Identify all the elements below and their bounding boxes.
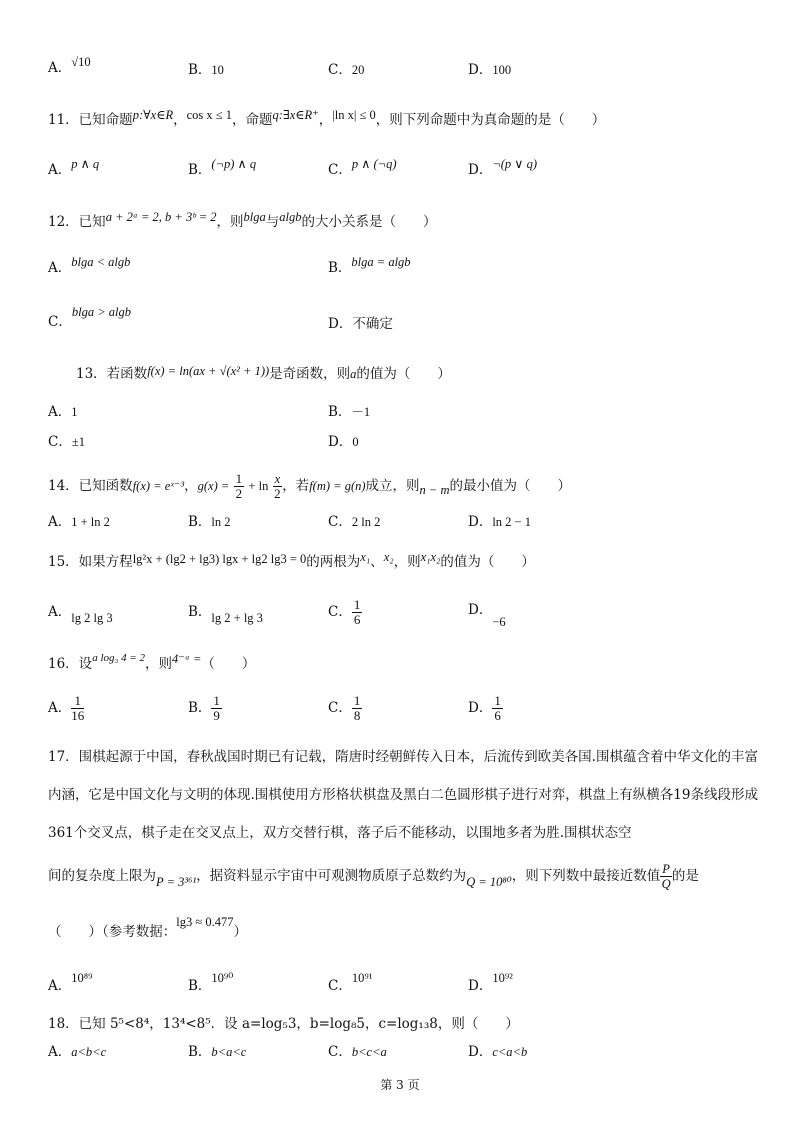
q17-option-c: C．10⁹¹ [328,971,373,994]
q13-option-c: C．±1 [48,434,85,450]
q15-option-b: B．lg 2 + lg 3 [188,604,263,625]
q14-option-d: D．ln 2 − 1 [468,514,531,530]
q10-option-d: D．100 [468,62,512,78]
q14-stem: 14．已知函数f(x) = eˣ⁻³，g(x) = $\frac{1}{2}$ + ln $\frac{x}{2}$ ，若f(m) = g(n)成立，则n − m的最小值为（ ） [48,471,571,501]
q15-frac-1-6: $\frac{1}{6}$ [353,597,361,627]
q14-option-a: A．1 + ln 2 [48,514,110,530]
q18-option-c: C．b<c<a [328,1044,387,1060]
q11-option-b: B．(¬p) ∧ q [188,157,257,178]
q11-option-d: D．¬(p ∨ q) [468,157,537,178]
q18-stem: 18．已知 5⁵<8⁴，13⁴<8⁵．设 a=log₅3，b=log₈5，c=log₁₃8，则（ ） [48,1016,519,1032]
q16-option-a: A． $\frac{1}{16}$ [48,693,85,723]
q16-frac-1-8: $\frac{1}{8}$ [353,693,361,723]
q17-frac-p-over-q: $\frac{P}{Q}$ [661,862,671,891]
q12-stem: 12．已知a + 2ᵃ = 2, b + 3ᵇ = 2，则blga与algb的大小关系是（ ） [48,210,437,230]
q14-frac-x-over-2: $\frac{x}{2}$ [274,472,281,501]
q12-option-c: C．blga > algb [48,305,131,330]
q10-option-b: B．10 [188,62,224,78]
q10-option-a: A．√10 [48,55,91,76]
q16-frac-1-9: $\frac{1}{9}$ [213,693,220,723]
q13-stem: 13．若函数f(x) = ln(ax + √(x² + 1))是奇函数，则a的值为（ ） [76,364,451,382]
q12-option-d: D．不确定 [328,316,393,332]
q15-option-d: D．−6 [468,602,506,629]
q11-option-c: C．p ∧ (¬q) [328,157,397,178]
q15-stem: 15．如果方程lg²x + (lg2 + lg3) lgx + lg2 lg3 = 0的两根为x₁、x₂，则x₁x₂的值为（ ） [48,550,535,570]
q16-frac-1-16: $\frac{1}{16}$ [71,693,85,723]
q17-option-d: D．10⁹² [468,971,513,994]
q17-option-a: A．10⁸⁹ [48,971,93,994]
q16-stem: 16．设$^{a log_3 4 = 2}$，则4⁻ᵃ =（ ） [48,652,256,672]
q18-option-b: B．b<a<c [188,1044,247,1060]
q17-option-b: B．10⁹⁰ [188,971,234,994]
q16-option-b: B． $\frac{1}{9}$ [188,693,220,723]
q13-option-b: B．－1 [328,404,371,420]
page-number: 第 3 页 [380,1078,420,1092]
q14-option-b: B．ln 2 [188,514,231,530]
q15-option-a: A．lg 2 lg 3 [48,604,113,625]
q12-option-a: A．blga < algb [48,255,131,276]
q10-option-c: C．20 [328,62,365,78]
q11-option-a: A．p ∧ q [48,157,100,178]
q17-line5: （ ）（参考数据：lg3 ≈ 0.477） [48,915,247,940]
q14-frac-half: $\frac{1}{2}$ [235,471,243,501]
q16-frac-1-6: $\frac{1}{6}$ [494,693,501,723]
q18-option-a: A．a<b<c [48,1044,107,1060]
q11-stem: 11．已知命题p:∀x∈R，cos x ≤ 1，命题q:∃x∈R⁺，|ln x| ≤ 0，则下列命题中为真命题的是（ ） [48,108,606,128]
q18-option-d: D．c<a<b [468,1044,528,1060]
q13-option-a: A．1 [48,404,78,420]
q14-option-c: C．2 ln 2 [328,514,381,530]
q13-option-d: D．0 [328,434,359,450]
q12-option-b: B．blga = algb [328,255,411,276]
q15-option-c: C． $\frac{1}{6}$ [328,597,361,627]
q16-option-d: D． $\frac{1}{6}$ [468,693,501,723]
q16-option-c: C． $\frac{1}{8}$ [328,693,361,723]
q17-paragraph: 17．围棋起源于中国，春秋战国时期已有记载，隋唐时经朝鲜传入日本，后流传到欧美各国.围棋蕴含着中华文化的丰富内涵，它是中国文化与文明的体现.围棋使用方形格状棋盘及黑白二色圆形棋子进行对弈，棋盘上有纵横各19条线段形成361个交叉点，棋子走在交叉点上，双方交替行棋，落子后不能移动，以围地多者为胜.围棋状态空 [48,749,758,841]
q17-line4: 间的复杂度上限为P = 3³⁶¹，据资料显示宇宙中可观测物质原子总数约为Q = 10⁸⁰，则下列数中最接近数值 $\frac{P}{Q}$ 的是 [48,862,699,891]
